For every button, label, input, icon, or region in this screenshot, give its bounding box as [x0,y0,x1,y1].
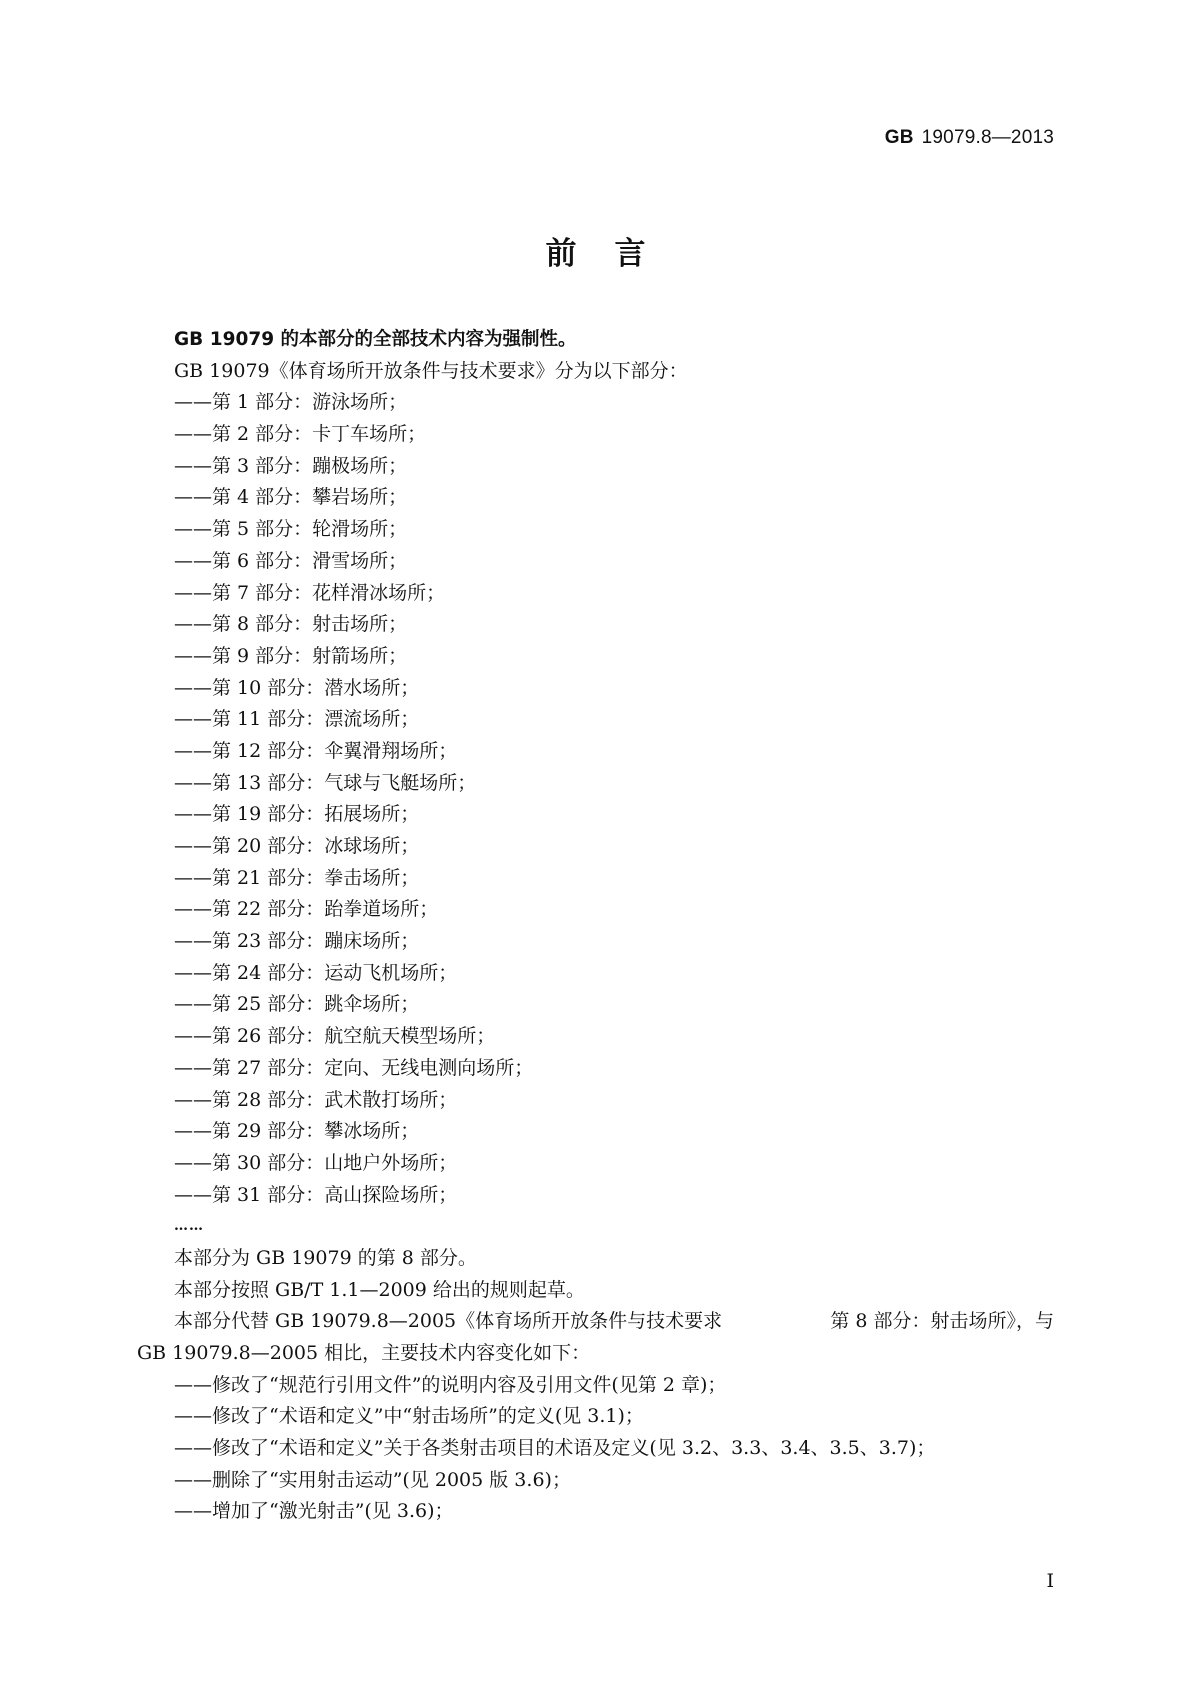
list-item: ——第 2 部分：卡丁车场所； [174,423,427,446]
changes-list [137,1370,1054,1528]
list-item: ——第 10 部分：潜水场所； [174,676,420,699]
standard-prefix: GB [884,127,914,148]
list-item: ——第 7 部分：花样滑冰场所； [174,581,446,604]
list-item: ——删除了“实用射击运动”(见 2005 版 3.6)； [174,1468,571,1491]
list-item: ——第 19 部分：拓展场所； [174,803,420,826]
list-item: ——第 5 部分：轮滑场所； [174,518,408,541]
list-item: ——增加了“激光射击”(见 3.6)； [174,1500,454,1523]
list-item: ——第 1 部分：游泳场所； [174,391,408,414]
standard-code-header [885,127,1054,149]
ellipsis: …… [174,1218,204,1235]
replaces-statement-continued: GB 19079.8—2005 相比，主要技术内容变化如下： [137,1342,591,1364]
list-item: ——第 30 部分：山地户外场所； [174,1151,458,1174]
list-item: ——第 26 部分：航空航天模型场所； [174,1025,496,1048]
list-item: ——第 9 部分：射箭场所； [174,644,408,667]
page-title: 前言 [545,236,684,272]
replaces-statement-part-a: 本部分代替 GB 19079.8—2005《体育场所开放条件与技术要求 [174,1310,723,1333]
list-item: ——修改了“术语和定义”中“射击场所”的定义(见 3.1)； [174,1405,644,1428]
standard-number: 19079.8—2013 [921,127,1054,148]
list-item: ——第 23 部分：蹦床场所； [174,930,420,953]
list-item: ——第 12 部分：伞翼滑翔场所； [174,739,458,762]
replaces-statement [137,1306,1054,1338]
list-item: ——第 3 部分：蹦极场所； [174,454,408,477]
list-item: ——第 21 部分：拳击场所； [174,866,420,889]
list-item: ——修改了“术语和定义”关于各类射击项目的术语及定义(见 3.2、3.3、3.4、3.5、3.7)； [174,1437,936,1460]
drafting-statement: 本部分按照 GB/T 1.1—2009 给出的规则起草。 [174,1278,585,1301]
list-item: ——第 6 部分：滑雪场所； [174,549,408,572]
list-item: ——第 31 部分：高山探险场所； [174,1183,458,1206]
list-item: ——第 29 部分：攀冰场所； [174,1120,420,1143]
part-of-statement: 本部分为 GB 19079 的第 8 部分。 [174,1246,477,1269]
replaces-statement-part-b: 第 8 部分：射击场所》，与 [830,1310,1054,1333]
list-item: ——第 4 部分：攀岩场所； [174,486,408,509]
list-item: ——第 28 部分：武术散打场所； [174,1088,458,1111]
foreword-body [137,324,1054,1528]
list-item: ——修改了“规范行引用文件”的说明内容及引用文件(见第 2 章)； [174,1373,727,1396]
list-item: ——第 25 部分：跳伞场所； [174,993,420,1016]
list-item: ——第 8 部分：射击场所； [174,613,408,636]
list-item: ——第 27 部分：定向、无线电测向场所； [174,1056,534,1079]
list-item: ——第 22 部分：跆拳道场所； [174,898,439,921]
list-item: ——第 24 部分：运动飞机场所； [174,961,458,984]
page-number: I [1046,1570,1054,1592]
mandatory-statement: GB 19079 的本部分的全部技术内容为强制性。 [174,329,577,350]
list-item: ——第 13 部分：气球与飞艇场所； [174,771,477,794]
list-item: ——第 20 部分：冰球场所； [174,835,420,857]
parts-list [137,387,1054,1211]
parts-intro: GB 19079《体育场所开放条件与技术要求》分为以下部分： [174,359,688,382]
list-item: ——第 11 部分：漂流场所； [174,708,420,731]
